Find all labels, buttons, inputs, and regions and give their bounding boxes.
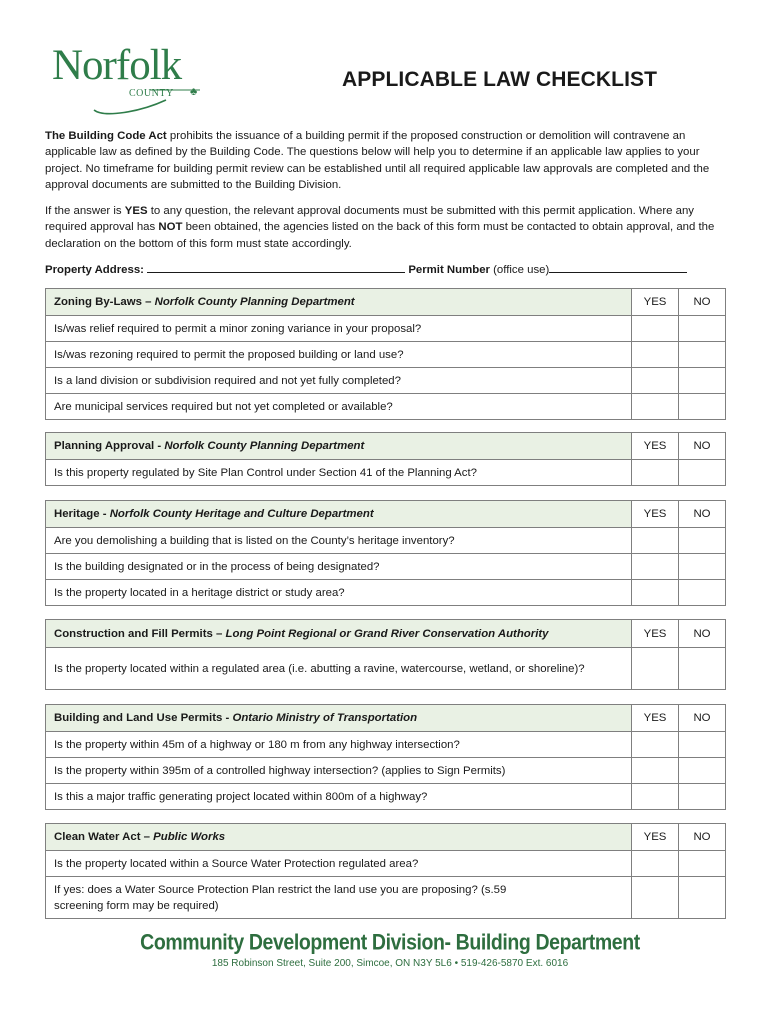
section-title: Clean Water Act –	[54, 831, 154, 843]
yes-column-header: YES	[632, 620, 679, 648]
yes-checkbox[interactable]	[632, 342, 679, 368]
yes-column-header: YES	[632, 289, 679, 316]
section-header	[46, 620, 632, 648]
no-column-header: NO	[679, 705, 726, 732]
question: Is the property within 395m of a controlled highway intersection? (applies to Sign Permits)	[46, 758, 632, 784]
logo-wordmark: Norfolk	[52, 42, 182, 89]
section-title: Zoning By-Laws –	[54, 296, 155, 308]
section-title: Heritage -	[54, 508, 110, 520]
section-agency: Ontario Ministry of Transportation	[232, 712, 418, 724]
section-title: Planning Approval -	[54, 440, 165, 452]
section-construction-fill	[45, 619, 726, 690]
no-checkbox[interactable]	[679, 648, 726, 690]
permit-number-label: Permit Number	[408, 264, 490, 276]
yes-checkbox[interactable]	[632, 732, 679, 758]
question: Is the property located within a Source Water Protection regulated area?	[46, 851, 632, 877]
question: Is this a major traffic generating project located within 800m of a highway?	[46, 784, 632, 810]
yes-checkbox[interactable]	[632, 877, 679, 919]
question: If yes: does a Water Source Protection Plan restrict the land use you are proposing? (s.59 screening form may be required)	[46, 877, 632, 919]
question: Are municipal services required but not yet completed or available?	[46, 394, 632, 420]
section-header	[46, 289, 632, 316]
intro-not: NOT	[158, 221, 183, 234]
permit-number-field[interactable]	[549, 261, 687, 273]
no-checkbox[interactable]	[679, 877, 726, 919]
yes-column-header: YES	[632, 501, 679, 528]
no-column-header: NO	[679, 824, 726, 851]
section-zoning	[45, 288, 726, 420]
no-checkbox[interactable]	[679, 528, 726, 554]
yes-checkbox[interactable]	[632, 758, 679, 784]
section-title: Construction and Fill Permits –	[54, 627, 226, 640]
norfolk-county-logo	[50, 40, 210, 116]
no-column-header: NO	[679, 433, 726, 460]
question: Are you demolishing a building that is listed on the County’s heritage inventory?	[46, 528, 632, 554]
intro-text-2c: been obtained, the agencies listed on the back of this form must be contacted to obtain approval, and the declaration on the bottom of this form must state accordingly.	[45, 221, 715, 250]
intro-paragraph-1	[45, 128, 725, 194]
intro-bold-act: The Building Code Act	[45, 130, 167, 142]
no-checkbox[interactable]	[679, 460, 726, 486]
no-checkbox[interactable]	[679, 368, 726, 394]
property-line	[45, 261, 687, 276]
no-checkbox[interactable]	[679, 732, 726, 758]
section-agency: Long Point Regional or Grand River Conservation Authority	[225, 627, 549, 640]
yes-checkbox[interactable]	[632, 784, 679, 810]
yes-checkbox[interactable]	[632, 580, 679, 606]
no-checkbox[interactable]	[679, 394, 726, 420]
section-header	[46, 433, 632, 460]
no-column-header: NO	[679, 620, 726, 648]
section-agency: Norfolk County Planning Department	[154, 296, 355, 308]
footer-address: 185 Robinson Street, Suite 200, Simcoe, ON N3Y 5L6 • 519-426-5870 Ext. 6016	[211, 958, 569, 969]
section-clean-water-act	[45, 823, 726, 919]
no-column-header: NO	[679, 501, 726, 528]
yes-checkbox[interactable]	[632, 648, 679, 690]
yes-checkbox[interactable]	[632, 528, 679, 554]
section-title: Building and Land Use Permits -	[54, 712, 233, 724]
question: Is/was rezoning required to permit the proposed building or land use?	[46, 342, 632, 368]
permit-number-note: (office use)	[489, 264, 550, 276]
yes-checkbox[interactable]	[632, 554, 679, 580]
section-header	[46, 824, 632, 851]
yes-checkbox[interactable]	[632, 368, 679, 394]
yes-checkbox[interactable]	[632, 460, 679, 486]
question: Is/was relief required to permit a minor zoning variance in your proposal?	[46, 316, 632, 342]
no-checkbox[interactable]	[679, 758, 726, 784]
yes-column-header: YES	[632, 433, 679, 460]
no-checkbox[interactable]	[679, 342, 726, 368]
footer	[100, 930, 680, 978]
yes-column-header: YES	[632, 824, 679, 851]
question: Is the property located in a heritage district or study area?	[46, 580, 632, 606]
property-address-label: Property Address:	[45, 264, 144, 276]
section-agency: Norfolk County Planning Department	[164, 440, 365, 452]
no-checkbox[interactable]	[679, 316, 726, 342]
intro-text-2a: If the answer is	[45, 205, 125, 217]
logo-county-text: COUNTY	[129, 88, 174, 99]
intro-yes: YES	[124, 205, 148, 217]
section-header	[46, 501, 632, 528]
yes-checkbox[interactable]	[632, 316, 679, 342]
section-heritage	[45, 500, 726, 606]
question: Is the property located within a regulated area (i.e. abutting a ravine, watercourse, wetland, or shoreline)?	[46, 648, 632, 690]
section-header	[46, 705, 632, 732]
intro-text-2b: to any question, the relevant approval documents must be submitted with this permit application. Where any required approval has	[45, 205, 694, 234]
page-title: APPLICABLE LAW CHECKLIST	[342, 68, 658, 91]
question: Is this property regulated by Site Plan Control under Section 41 of the Planning Act?	[46, 460, 632, 486]
intro-paragraph-2	[45, 203, 725, 252]
no-checkbox[interactable]	[679, 554, 726, 580]
section-building-land-use	[45, 704, 726, 810]
section-agency: Public Works	[153, 831, 226, 843]
section-agency: Norfolk County Heritage and Culture Department	[109, 508, 374, 520]
question: Is the building designated or in the process of being designated?	[46, 554, 632, 580]
section-planning-approval	[45, 432, 726, 486]
question: Is the property within 45m of a highway or 180 m from any highway intersection?	[46, 732, 632, 758]
intro-text-1: prohibits the issuance of a building permit if the proposed construction or demolition will contravene an applicable law as defined by the Building Code. The questions below will help you to determine if an applicable law applies to your project. No timeframe for building permit review can be established until all required applicable law approvals are completed and the approval documents are submitted to the Building Division.	[45, 130, 710, 192]
yes-column-header: YES	[632, 705, 679, 732]
no-checkbox[interactable]	[679, 851, 726, 877]
footer-title: Community Development Division- Building Department	[140, 930, 640, 956]
question: Is a land division or subdivision required and not yet fully completed?	[46, 368, 632, 394]
yes-checkbox[interactable]	[632, 394, 679, 420]
no-checkbox[interactable]	[679, 784, 726, 810]
yes-checkbox[interactable]	[632, 851, 679, 877]
maple-leaf-icon: ♣	[190, 86, 198, 98]
property-address-field[interactable]	[147, 261, 405, 273]
no-column-header: NO	[679, 289, 726, 316]
no-checkbox[interactable]	[679, 580, 726, 606]
